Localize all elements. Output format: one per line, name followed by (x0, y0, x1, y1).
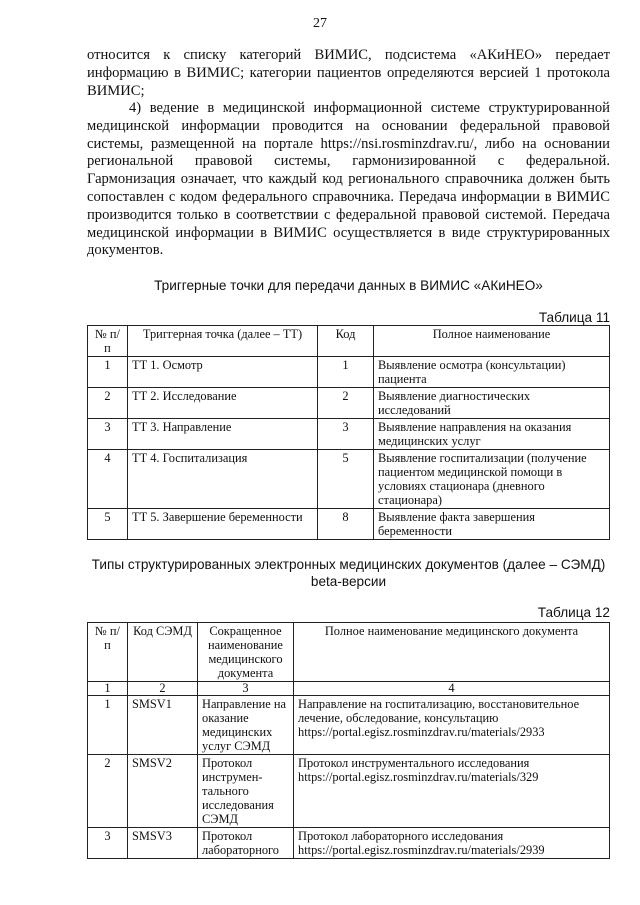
table-cell: Выявление факта завершения беременности (374, 509, 610, 540)
table-cell: 8 (318, 509, 374, 540)
table-cell: Протокол инструментального исследования https://portal.egisz.rosminzdrav.ru/materials/329 (294, 755, 610, 828)
table-cell: 1 (318, 357, 374, 388)
table-cell: 4 (88, 450, 128, 509)
table-cell: Направление на оказание медицинских услуг СЭМД (198, 696, 294, 755)
table-row (88, 828, 610, 859)
header-cell: Код СЭМД (128, 623, 198, 682)
column-number: 3 (198, 682, 294, 696)
table-cell: SMSV3 (128, 828, 198, 859)
table-cell: 3 (88, 419, 128, 450)
table-cell: Протокол инструмен-тального исследования СЭМД (198, 755, 294, 828)
table-cell: 3 (318, 419, 374, 450)
table11-caption: Таблица 11 (538, 310, 610, 325)
table-row (88, 388, 610, 419)
table-cell: 5 (88, 509, 128, 540)
header-cell: № п/п (88, 623, 128, 682)
table-row (88, 509, 610, 540)
table-cell: 2 (88, 388, 128, 419)
table-cell: SMSV2 (128, 755, 198, 828)
paragraph-item-4: 4) ведение в медицинской информационной системе структурированной медицинской информации проводится на основании федеральной правовой системы, размещенной на портале https://nsi.rosminzdrav.ru/, либо на основании региональной правовой системы, гармонизированной с федеральной. Гармонизация означает, что каждый код регионального справочника должен быть сопоставлен с кодом федерального справочника. Передача информации в ВИМИС производится только в соответствии с федеральной правовой системой. Передача медицинской информации в ВИМИС осуществляется в виде структурированных документов. (87, 100, 610, 259)
column-number: 2 (128, 682, 198, 696)
table-row (88, 419, 610, 450)
page-number: 27 (313, 16, 327, 31)
table-cell: Направление на госпитализацию, восстановительное лечение, обследование, консультацию https://portal.egisz.rosminzdrav.ru/materials/2933 (294, 696, 610, 755)
table-cell: Протокол лабораторного исследования https://portal.egisz.rosminzdrav.ru/materials/2939 (294, 828, 610, 859)
header-cell: Код (318, 326, 374, 357)
table-cell: 2 (88, 755, 128, 828)
table-cell: Протокол лабораторного (198, 828, 294, 859)
table11-heading: Триггерные точки для передачи данных в ВИМИС «АКиНЕО» (154, 278, 543, 293)
trigger-points-table (87, 325, 610, 540)
table-header-row (88, 326, 610, 357)
table-header-row (88, 623, 610, 682)
table-cell: Выявление госпитализации (получение пациентом медицинской помощи в условиях стационара (дневного стационара) (374, 450, 610, 509)
table-cell: 3 (88, 828, 128, 859)
table-cell: Выявление осмотра (консультации) пациента (374, 357, 610, 388)
column-number: 4 (294, 682, 610, 696)
table-cell: 1 (88, 696, 128, 755)
paragraph-categories: относится к списку категорий ВИМИС, подсистема «АКиНЕО» передает информацию в ВИМИС; категории пациентов определяются версией 1 протокола ВИМИС; (87, 47, 610, 99)
table12-heading: Типы структурированных электронных медицинских документов (далее – СЭМД) beta-версии (91, 557, 606, 589)
header-cell: Сокращенное наименование медицинского документа (198, 623, 294, 682)
table-row (88, 450, 610, 509)
table-row (88, 755, 610, 828)
table-row (88, 696, 610, 755)
table-row (88, 357, 610, 388)
header-cell: Полное наименование (374, 326, 610, 357)
table-cell: ТТ 3. Направление (128, 419, 318, 450)
header-cell: Триггерная точка (далее – ТТ) (128, 326, 318, 357)
semd-types-table (87, 622, 610, 859)
table12-caption: Таблица 12 (537, 605, 610, 620)
header-cell: № п/п (88, 326, 128, 357)
header-cell: Полное наименование медицинского документа (294, 623, 610, 682)
table-cell: ТТ 1. Осмотр (128, 357, 318, 388)
table-cell: 2 (318, 388, 374, 419)
table-cell: ТТ 5. Завершение беременности (128, 509, 318, 540)
table-cell: Выявление направления на оказания медицинских услуг (374, 419, 610, 450)
table-cell: SMSV1 (128, 696, 198, 755)
column-number: 1 (88, 682, 128, 696)
table-cell: 5 (318, 450, 374, 509)
table-cell: ТТ 2. Исследование (128, 388, 318, 419)
table-cell: Выявление диагностических исследований (374, 388, 610, 419)
table-cell: ТТ 4. Госпитализация (128, 450, 318, 509)
column-number-row (88, 682, 610, 696)
table-cell: 1 (88, 357, 128, 388)
